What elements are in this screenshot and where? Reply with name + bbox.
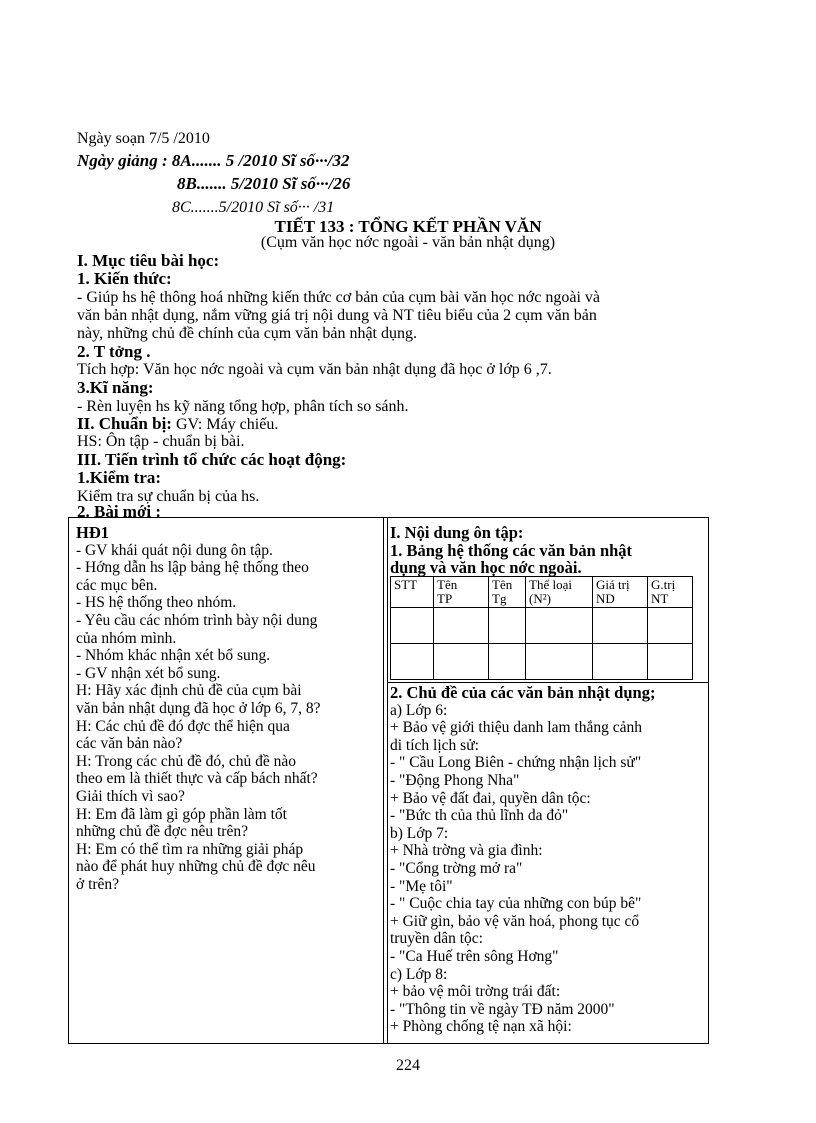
section-tu-tuong: 2. T tởng . (77, 342, 151, 361)
chuan-bi-hs: HS: Ôn tập - chuẩn bị bài. (77, 433, 245, 450)
table-header-cell: Tên TP (434, 577, 489, 608)
right-line: - "Động Phong Nha" (390, 771, 520, 789)
left-line: văn bản nhật dụng đã học ở lớp 6, 7, 8? (76, 699, 321, 717)
section-ki-nang: 3.Kĩ năng: (77, 378, 154, 397)
bang-he-thong-heading-1: 1. Bảng hệ thống các văn bản nhật (390, 540, 633, 560)
left-line: những chủ đề đợc nêu trên? (76, 823, 248, 841)
left-line: H: Hãy xác định chủ đề của cụm bài (76, 682, 302, 700)
left-line: - HS hệ thống theo nhóm. (76, 594, 237, 612)
left-line: - GV khái quát nội dung ôn tập. (76, 541, 273, 559)
kien-thuc-line-1: - Giúp hs hệ thông hoá những kiến thức cơ bản của cụm bài văn học nớc ngoài và (77, 289, 601, 306)
table-header-cell: STT (391, 577, 434, 608)
table-header-cell: Tên Tg (489, 577, 526, 608)
right-line: - "Cổng trờng mở ra" (390, 859, 523, 877)
right-line: truyền dân tộc: (390, 930, 483, 948)
ki-nang-text: - Rèn luyện hs kỹ năng tổng hợp, phân tích so sánh. (77, 398, 409, 415)
section-kien-thuc: 1. Kiến thức: (77, 269, 172, 288)
left-line: các mục bên. (76, 576, 158, 594)
left-line: theo em là thiết thực và cấp bách nhất? (76, 770, 318, 788)
page-number: 224 (396, 1057, 420, 1074)
right-line: - "Ca Huế trên sông Hơng" (390, 947, 559, 965)
noi-dung-heading: I. Nội dung ôn tập: (390, 523, 524, 542)
lesson-title: TIẾT 133 : TỔNG KẾT PHẦN VĂN (274, 217, 542, 236)
kiem-tra-text: Kiểm tra sự chuẩn bị của hs. (77, 488, 260, 505)
left-line: H: Các chủ đề đó đợc thể hiện qua (76, 717, 290, 735)
class-8b: 8B....... 5/2010 Sĩ số···/26 (177, 174, 351, 193)
right-line: b) Lớp 7: (390, 824, 449, 842)
table-row (391, 608, 693, 644)
right-line: + Bảo vệ giới thiệu danh lam thắng cảnh (390, 719, 642, 737)
left-line: - Nhóm khác nhận xét bổ sung. (76, 647, 271, 665)
chu-de-heading: 2. Chủ đề của các văn bản nhật dụng; (390, 683, 656, 702)
hd1-heading: HĐ1 (76, 523, 109, 542)
ngay-giang: Ngày giảng : 8A....... 5 /2010 Sĩ số···/32 (77, 151, 350, 170)
kien-thuc-line-2: văn bản nhật dụng, nắm vững giá trị nội dung và NT tiêu biểu của 2 cụm văn bản (77, 307, 597, 324)
right-line: + Nhà trờng và gia đình: (390, 842, 543, 860)
left-line: nào để phát huy những chủ đề đợc nêu (76, 858, 316, 876)
class-8c: 8C.......5/2010 Sĩ số··· /31 (172, 199, 335, 216)
left-line: H: Em có thể tìm ra những giải pháp (76, 840, 304, 858)
right-line: - "Bức th của thủ lĩnh da đỏ" (390, 807, 569, 825)
left-line: - GV nhận xét bổ sung. (76, 664, 221, 682)
section-tien-trinh: III. Tiến trình tổ chức các hoạt động: (77, 450, 347, 469)
right-line: - "Mẹ tôi" (390, 877, 453, 895)
left-column (76, 524, 321, 893)
column-divider (383, 517, 384, 1044)
chuan-bi-line (77, 415, 278, 434)
right-line: - "Thông tin về ngày TĐ năm 2000" (390, 1000, 615, 1018)
table-header-cell: Thể loại (N²) (526, 577, 593, 608)
left-line: H: Em đã làm gì góp phần làm tốt (76, 805, 287, 823)
section-kiem-tra: 1.Kiểm tra: (77, 468, 162, 487)
left-line: - Hớng dẫn hs lập bảng hệ thống theo (76, 559, 309, 577)
right-line: + Bảo vệ đất đai, quyền dân tộc: (390, 789, 591, 807)
section-muc-tieu: I. Mục tiêu bài học: (77, 251, 220, 270)
left-line: - Yêu cầu các nhóm trình bày nội dung (76, 611, 318, 629)
left-line: H: Trong các chủ đề đó, chủ đề nào (76, 752, 296, 770)
left-line: ở trên? (76, 875, 120, 893)
kien-thuc-line-3: này, những chủ đề chính của cụm văn bản nhật dụng. (77, 325, 417, 342)
chuan-bi-gv: GV: Máy chiếu. (171, 416, 279, 433)
right-column-header (390, 524, 632, 577)
tu-tuong-text: Tích hợp: Văn học nớc ngoài và cụm văn bản nhật dụng đã học ở lớp 6 ,7. (77, 361, 552, 378)
table-row (391, 644, 693, 680)
right-line: + Giữ gìn, bảo vệ văn hoá, phong tục cổ (390, 912, 640, 930)
right-line: - " Cuộc chia tay của những con búp bê" (390, 895, 642, 913)
summary-table (390, 576, 693, 680)
left-line: của nhóm mình. (76, 629, 177, 647)
column-divider-inner (387, 517, 388, 1044)
bang-he-thong-heading-2: dụng và văn học nớc ngoài. (390, 558, 582, 578)
table-header-cell: Giá trị ND (593, 577, 648, 608)
summary-table-header (391, 577, 693, 608)
right-line: di tích lịch sử: (390, 736, 479, 754)
table-header-cell: G.trị NT (648, 577, 693, 608)
left-line: Giải thích vì sao? (76, 787, 185, 805)
left-line: các văn bản nào? (76, 735, 183, 753)
right-line: c) Lớp 8: (390, 965, 448, 983)
right-line: + Phòng chống tệ nạn xã hội: (390, 1018, 572, 1036)
right-line: - " Cầu Long Biên - chứng nhận lịch sử" (390, 754, 642, 772)
section-bai-moi: 2. Bài mới : (77, 502, 162, 521)
right-column (390, 684, 655, 1036)
right-line: + bảo vệ môi trờng trái đất: (390, 983, 561, 1001)
right-line: a) Lớp 6: (390, 701, 448, 719)
lesson-subtitle: (Cụm văn học nớc ngoài - văn bản nhật dụng) (260, 234, 556, 251)
ngay-soan: Ngày soạn 7/5 /2010 (77, 130, 210, 147)
section-chuan-bi: II. Chuẩn bị: (77, 414, 172, 433)
